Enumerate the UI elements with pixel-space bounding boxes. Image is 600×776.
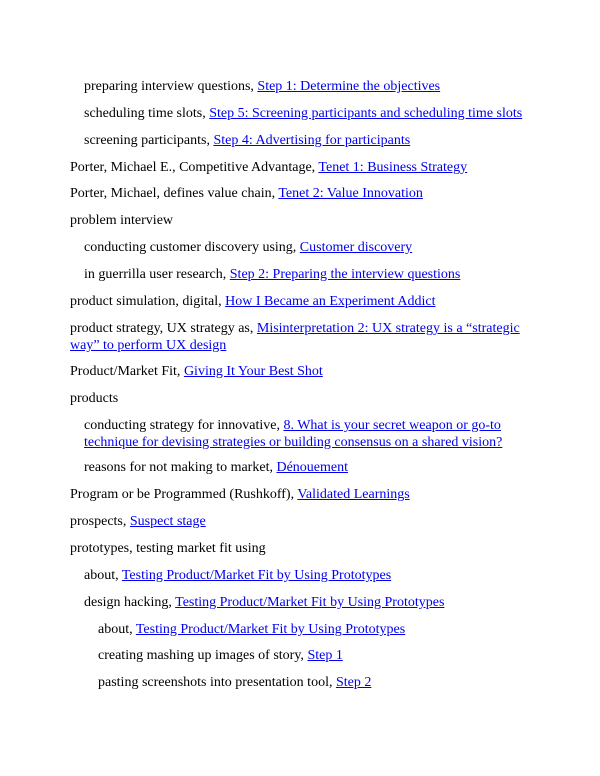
entry-link[interactable]: 8. What is your secret weapon or go-to technique for devising strategies or building consensus on a shared vision?: [84, 418, 503, 450]
entry-text: products: [70, 391, 119, 406]
index-entry: [70, 320, 530, 354]
index-entry: [70, 293, 540, 310]
entry-link[interactable]: Testing Product/Market Fit by Using Prototypes: [121, 568, 392, 583]
entry-link[interactable]: How I Became an Experiment Addict: [225, 294, 436, 309]
entry-text: conducting customer discovery using,: [84, 240, 300, 255]
index-entry: [70, 212, 540, 229]
entry-text: prototypes, testing market fit using: [70, 541, 266, 556]
entry-text: pasting screenshots into presentation tool,: [98, 675, 336, 690]
index-entry: [84, 417, 510, 451]
index-entry: [84, 239, 540, 256]
entry-link[interactable]: Step 1: [307, 648, 343, 663]
entry-link[interactable]: Step 4: Advertising for participants: [213, 133, 411, 148]
entry-text: conducting strategy for innovative,: [84, 418, 284, 433]
entry-text: Porter, Michael E., Competitive Advantage,: [70, 160, 319, 175]
entry-text: problem interview: [70, 213, 174, 228]
entry-text: reasons for not making to market,: [84, 460, 277, 475]
index-entry: [84, 594, 540, 611]
index-entry: [70, 486, 540, 503]
entry-link[interactable]: Misinterpretation 2: UX strategy is a “strategic way” to perform UX design: [70, 321, 520, 353]
entry-text: Product/Market Fit,: [70, 364, 184, 379]
entry-text: preparing interview questions,: [84, 79, 258, 94]
entry-text: prospects,: [70, 514, 130, 529]
entry-text: Program or be Programmed (Rushkoff),: [70, 487, 298, 502]
entry-text: in guerrilla user research,: [84, 267, 230, 282]
index-entry: [98, 674, 540, 691]
entry-text: about,: [84, 568, 122, 583]
index-entry: [84, 567, 540, 584]
index-entry: [98, 621, 540, 638]
entry-text: product strategy, UX strategy as,: [70, 321, 257, 336]
entry-text: design hacking,: [84, 595, 176, 610]
index-entry: [70, 159, 540, 176]
entry-text: scheduling time slots,: [84, 106, 210, 121]
entry-link[interactable]: Giving It Your Best Shot: [183, 364, 323, 379]
entry-link[interactable]: Step 1: Determine the objectives: [257, 79, 441, 94]
index-entry: [84, 105, 540, 122]
index-entry: [70, 540, 540, 557]
index-entry: [70, 363, 540, 380]
entry-link[interactable]: Dénouement: [276, 460, 348, 475]
index-entry: [98, 647, 540, 664]
index-entry: [84, 266, 540, 283]
entry-link[interactable]: Validated Learnings: [297, 487, 410, 502]
entry-link[interactable]: Tenet 2: Value Innovation: [278, 186, 423, 201]
index-entry: [70, 185, 540, 202]
entry-text: Porter, Michael, defines value chain,: [70, 186, 279, 201]
entry-link[interactable]: Testing Product/Market Fit by Using Prototypes: [135, 622, 406, 637]
index-entry: [70, 390, 540, 407]
entry-link[interactable]: Tenet 1: Business Strategy: [318, 160, 468, 175]
index-entry: [70, 513, 540, 530]
index-entry: [84, 132, 540, 149]
entry-text: screening participants,: [84, 133, 214, 148]
entry-text: creating mashing up images of story,: [98, 648, 308, 663]
entry-link[interactable]: Step 2: Preparing the interview questions: [229, 267, 461, 282]
index-entry: [84, 78, 540, 95]
index-entry: [84, 459, 540, 476]
entry-link[interactable]: Step 5: Screening participants and scheduling time slots: [209, 106, 523, 121]
entry-link[interactable]: Suspect stage: [129, 514, 206, 529]
entry-link[interactable]: Testing Product/Market Fit by Using Prototypes: [175, 595, 445, 610]
entry-link[interactable]: Customer discovery: [299, 240, 413, 255]
entry-text: product simulation, digital,: [70, 294, 226, 309]
entry-text: about,: [98, 622, 136, 637]
entry-link[interactable]: Step 2: [335, 675, 372, 690]
